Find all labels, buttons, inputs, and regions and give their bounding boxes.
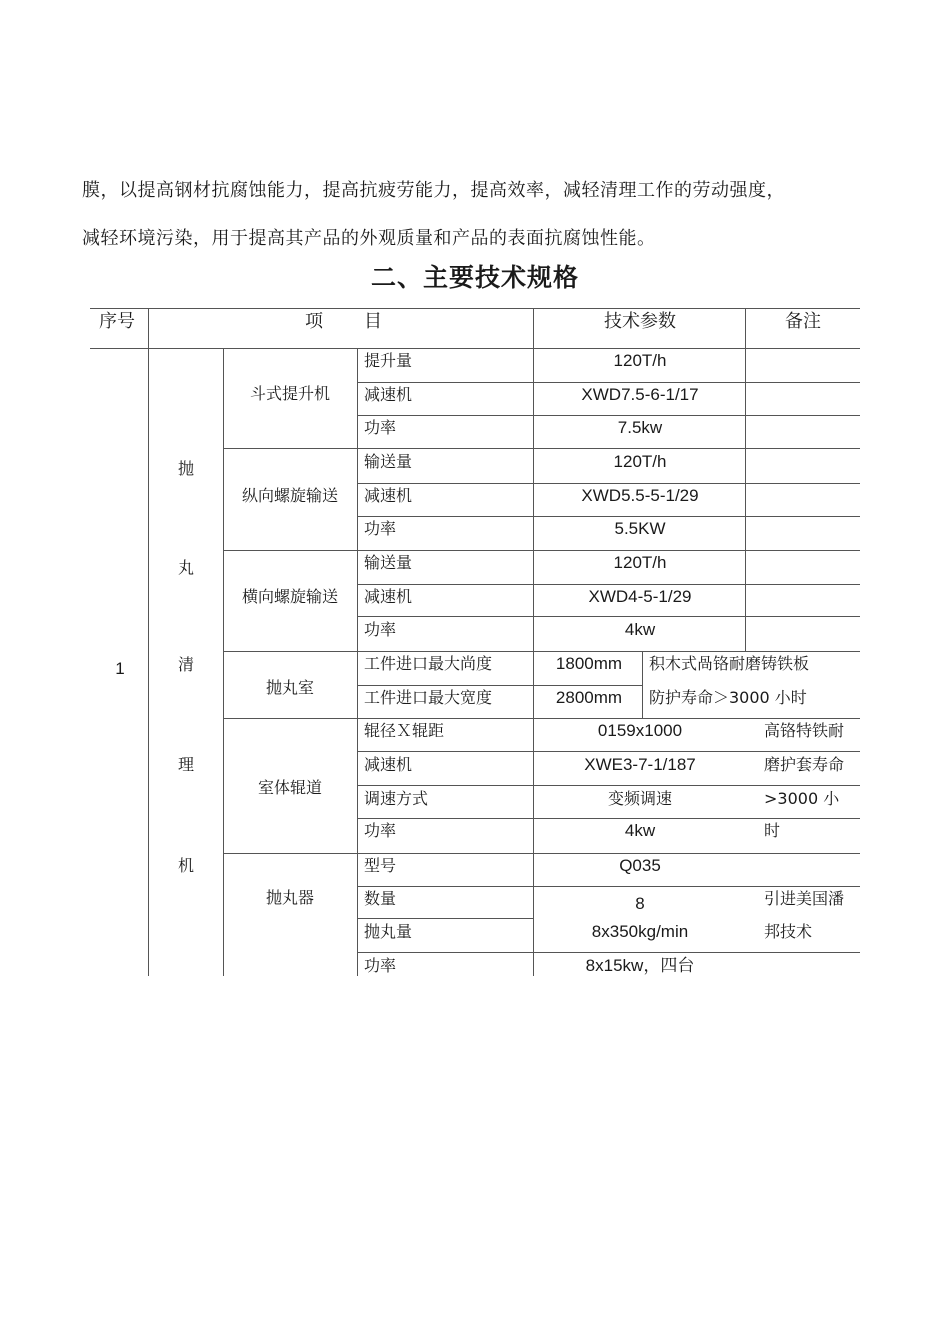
param-value: 0159x1000 <box>597 721 683 740</box>
remark-line: 高铬特铁耐 <box>764 721 845 740</box>
group-name: 室体辊道 <box>257 778 323 797</box>
item-label: 提升量 <box>364 351 413 370</box>
item-label: 调速方式 <box>364 789 429 808</box>
header-item-2: 目 <box>364 311 382 332</box>
item-label: 输送量 <box>364 452 413 471</box>
group-line <box>223 718 860 719</box>
item-label: 减速机 <box>364 385 413 404</box>
row-line <box>357 415 860 416</box>
item-label: 功率 <box>364 519 397 538</box>
param-value: XWD5.5-5-1/29 <box>581 486 699 505</box>
param-value: XWD4-5-1/29 <box>588 587 692 606</box>
intro-line-1: 膜，以提高钢材抗腐蚀能力，提高抗疲劳能力，提高效率，减轻清理工作的劳动强度， <box>82 180 785 201</box>
header-no: 序号 <box>99 311 135 332</box>
group-name: 纵向螺旋输送 <box>241 486 339 505</box>
machine-name-char: 清 <box>177 655 195 674</box>
row-line <box>357 751 860 752</box>
row-line <box>357 785 860 786</box>
remark-line: 邦技术 <box>764 922 813 941</box>
param-value: 4kw <box>624 821 656 840</box>
remark-line: >3000 小 <box>764 789 840 808</box>
item-label: 减速机 <box>364 587 413 606</box>
param-value: 5.5KW <box>614 519 666 538</box>
item-label: 辊径Ｘ辊距 <box>364 721 445 740</box>
table-line-header-bottom <box>90 348 860 349</box>
header-remark: 备注 <box>785 311 821 332</box>
param-value: 8x15kw，四台 <box>585 956 695 975</box>
machine-name-char: 机 <box>177 856 195 875</box>
param-value: XWD7.5-6-1/17 <box>581 385 699 404</box>
param-value: 120T/h <box>613 351 667 370</box>
param-value: 4kw <box>624 620 656 639</box>
machine-name-char: 丸 <box>177 558 195 577</box>
item-label: 输送量 <box>364 553 413 572</box>
param-value: 1800mm <box>555 654 623 673</box>
group-name: 斗式提升机 <box>249 384 331 403</box>
item-label: 工件进口最大尚度 <box>364 654 493 673</box>
table-line-top <box>90 308 860 309</box>
param-value: 8 <box>635 894 645 913</box>
col-line-no <box>148 308 149 976</box>
row-line <box>357 516 860 517</box>
group-name: 横向螺旋输送 <box>241 587 339 606</box>
col-line-machine <box>223 348 224 976</box>
param-value: 120T/h <box>613 553 667 572</box>
item-label: 数量 <box>364 889 397 908</box>
item-label: 减速机 <box>364 755 413 774</box>
row-line <box>357 616 860 617</box>
item-label: 功率 <box>364 956 397 975</box>
group-line <box>223 448 860 449</box>
intro-line-2: 减轻环境污染，用于提高其产品的外观质量和产品的表面抗腐蚀性能。 <box>82 228 656 249</box>
group-name: 抛丸器 <box>265 888 315 907</box>
remark-line: 磨护套寿命 <box>764 755 845 774</box>
param-value: Q035 <box>619 856 661 875</box>
group-line <box>223 853 860 854</box>
row-number: 1 <box>115 659 125 678</box>
row-line <box>357 685 642 686</box>
section-title: 二、主要技术规格 <box>370 263 579 292</box>
item-label: 抛丸量 <box>364 922 413 941</box>
header-params: 技术参数 <box>604 311 676 332</box>
col-line-chamber-note <box>642 651 643 718</box>
machine-name-char: 抛 <box>177 459 195 478</box>
header-item-1: 项 <box>305 311 323 332</box>
row-line <box>357 382 860 383</box>
item-label: 工件进口最大宽度 <box>364 688 493 707</box>
group-line <box>223 550 860 551</box>
group-name: 抛丸室 <box>265 678 315 697</box>
param-value: 2800mm <box>555 688 623 707</box>
item-label: 功率 <box>364 821 397 840</box>
group-line <box>223 651 860 652</box>
param-value: 8x350kg/min <box>591 922 689 941</box>
row-line <box>357 584 860 585</box>
chamber-note: 积木式咼铬耐磨铸铁板 <box>649 654 810 673</box>
row-line <box>357 483 860 484</box>
remark-line: 引进美国潘 <box>764 889 845 908</box>
item-label: 功率 <box>364 418 397 437</box>
col-line-remark <box>745 308 746 651</box>
row-line <box>357 886 860 887</box>
param-value: 变频调速 <box>607 789 673 808</box>
machine-name-char: 理 <box>177 755 195 774</box>
col-line-params <box>533 308 534 976</box>
param-value: 120T/h <box>613 452 667 471</box>
col-line-group <box>357 348 358 976</box>
item-label: 功率 <box>364 620 397 639</box>
item-label: 减速机 <box>364 486 413 505</box>
param-value: XWE3-7-1/187 <box>584 755 696 774</box>
param-value: 7.5kw <box>617 418 663 437</box>
chamber-note: 防护寿命＞3000 小时 <box>649 688 807 707</box>
row-line <box>357 952 860 953</box>
row-line <box>357 918 533 919</box>
row-line <box>357 818 860 819</box>
remark-line: 时 <box>764 821 781 840</box>
item-label: 型号 <box>364 856 397 875</box>
